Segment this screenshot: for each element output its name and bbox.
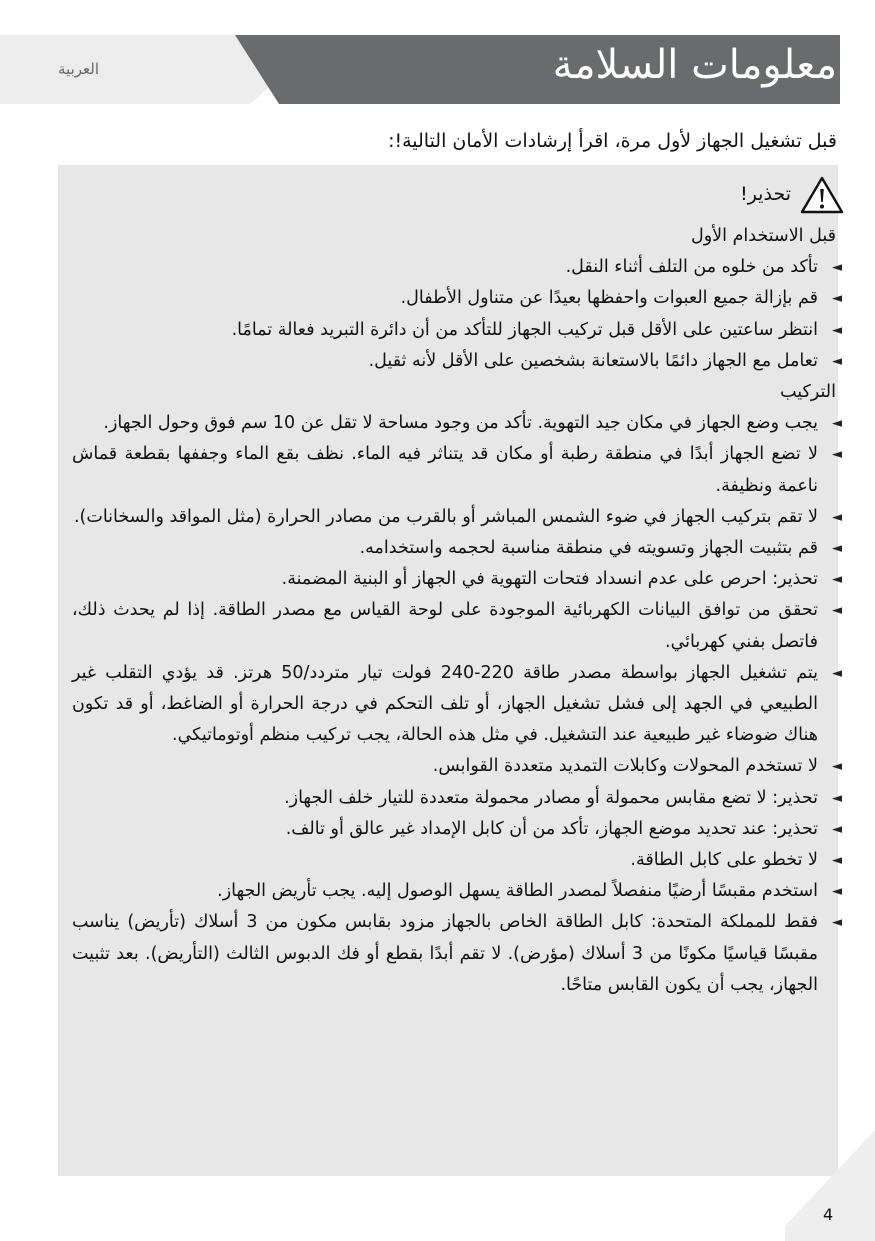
bullet-arrow-icon: ◄ <box>832 759 842 775</box>
list-item <box>72 876 842 907</box>
list-item-text: قم بتثبيت الجهاز وتسويته في منطقة مناسبة لحجمه واستخدامه. <box>359 538 818 559</box>
intro-text: قبل تشغيل الجهاز لأول مرة، اقرأ إرشادات الأمان التالية!: <box>388 130 837 152</box>
bullet-arrow-icon: ◄ <box>832 665 842 681</box>
list-item-text: استخدم مقبسًا أرضيًا منفصلاً لمصدر الطاقة يسهل الوصول إليه. يجب تأريض الجهاز. <box>217 881 818 902</box>
page-title: معلومات السلامة <box>552 42 837 88</box>
bullet-arrow-icon: ◄ <box>832 821 842 837</box>
section-title-installation: التركيب <box>780 382 836 403</box>
bullet-arrow-icon: ◄ <box>832 447 842 463</box>
first-use-list <box>72 252 842 377</box>
list-item <box>72 564 842 595</box>
section-title-first-use: قبل الاستخدام الأول <box>691 226 836 246</box>
language-label: العربية <box>58 60 99 78</box>
list-item-text: تأكد من خلوه من التلف أثناء النقل. <box>565 257 818 278</box>
safety-content <box>72 177 842 1001</box>
list-item <box>72 408 842 439</box>
bullet-arrow-icon: ◄ <box>832 509 842 525</box>
warning-heading <box>72 177 845 213</box>
list-item <box>72 502 842 533</box>
bullet-arrow-icon: ◄ <box>832 353 842 369</box>
page-number: 4 <box>823 1205 834 1224</box>
list-item-text: انتظر ساعتين على الأقل قبل تركيب الجهاز للتأكد من أن دائرة التبريد فعالة تمامًا. <box>231 319 818 340</box>
list-item-text: تحقق من توافق البيانات الكهربائية الموجودة على لوحة القياس مع مصدر الطاقة. إذا لم يحدث ذلك، فاتصل بفني كهربائي. <box>72 600 818 652</box>
list-item <box>72 658 842 752</box>
bullet-arrow-icon: ◄ <box>832 416 842 432</box>
bullet-arrow-icon: ◄ <box>832 603 842 619</box>
bullet-arrow-icon: ◄ <box>832 790 842 806</box>
list-item-text: لا تخطو على كابل الطاقة. <box>630 850 818 871</box>
bullet-arrow-icon: ◄ <box>832 322 842 338</box>
bullet-arrow-icon: ◄ <box>832 572 842 588</box>
list-item-text: تحذير: عند تحديد موضع الجهاز، تأكد من أن كابل الإمداد غير عالق أو تالف. <box>285 818 818 839</box>
list-item-text: يجب وضع الجهاز في مكان جيد التهوية. تأكد من وجود مساحة لا تقل عن 10 سم فوق وحول الجهاز. <box>103 413 818 434</box>
list-item <box>72 783 842 814</box>
list-item <box>72 533 842 564</box>
list-item-text: تحذير: احرص على عدم انسداد فتحات التهوية في الجهاز أو البنية المضمنة. <box>281 569 818 590</box>
list-item <box>72 283 842 314</box>
installation-list <box>72 408 842 1001</box>
bullet-arrow-icon: ◄ <box>832 260 842 276</box>
list-item <box>72 595 842 657</box>
warning-triangle-icon <box>799 175 845 215</box>
list-item <box>72 252 842 283</box>
list-item-text: تعامل مع الجهاز دائمًا بالاستعانة بشخصين على الأقل لأنه ثقيل. <box>368 350 818 371</box>
list-item <box>72 751 842 782</box>
list-item <box>72 315 842 346</box>
list-item <box>72 439 842 501</box>
list-item <box>72 346 842 377</box>
list-item <box>72 814 842 845</box>
warning-label: تحذير! <box>740 183 791 206</box>
bullet-arrow-icon: ◄ <box>832 541 842 557</box>
bullet-arrow-icon: ◄ <box>832 291 842 307</box>
list-item-text: قم بإزالة جميع العبوات واحفظها بعيدًا عن متناول الأطفال. <box>400 288 818 309</box>
list-item <box>72 907 842 1001</box>
list-item-text: لا تقم بتركيب الجهاز في ضوء الشمس المباشر أو بالقرب من مصادر الحرارة (مثل المواقد والسخانات). <box>73 506 818 527</box>
bullet-arrow-icon: ◄ <box>832 915 842 931</box>
list-item <box>72 845 842 876</box>
list-item-text: يتم تشغيل الجهاز بواسطة مصدر طاقة 220-240 فولت تيار متردد/50 هرتز. قد يؤدي التقلب غير الطبيعي في الجهد إلى فشل تشغيل الجهاز، أو تلف التحكم في درجة الحرارة أو الضاغط، أو قد تكون هناك ضوضاء غير طبيعية عند التشغيل. في مثل هذه الحالة، يجب تركيب منظم أوتوماتيكي. <box>72 662 818 746</box>
list-item-text: لا تستخدم المحولات وكابلات التمديد متعددة القوابس. <box>432 756 818 777</box>
list-item-text: فقط للمملكة المتحدة: كابل الطاقة الخاص بالجهاز مزود بقابس مكون من 3 أسلاك (تأريض) يناسب مقبسًا قياسيًا مكونًا من 3 أسلاك (مؤرض). لا تقم أبدًا بقطع أو فك الدبوس الثالث (التأريض). بعد تثبيت الجهاز، يجب أن يكون القابس متاحًا. <box>72 912 818 995</box>
bullet-arrow-icon: ◄ <box>832 884 842 900</box>
list-item-text: تحذير: لا تضع مقابس محمولة أو مصادر محمولة متعددة للتيار خلف الجهاز. <box>284 787 818 808</box>
bullet-arrow-icon: ◄ <box>832 853 842 869</box>
list-item-text: لا تضع الجهاز أبدًا في منطقة رطبة أو مكان قد يتناثر فيه الماء. نظف بقع الماء وجففها بقطعة قماش ناعمة ونظيفة. <box>72 444 818 496</box>
